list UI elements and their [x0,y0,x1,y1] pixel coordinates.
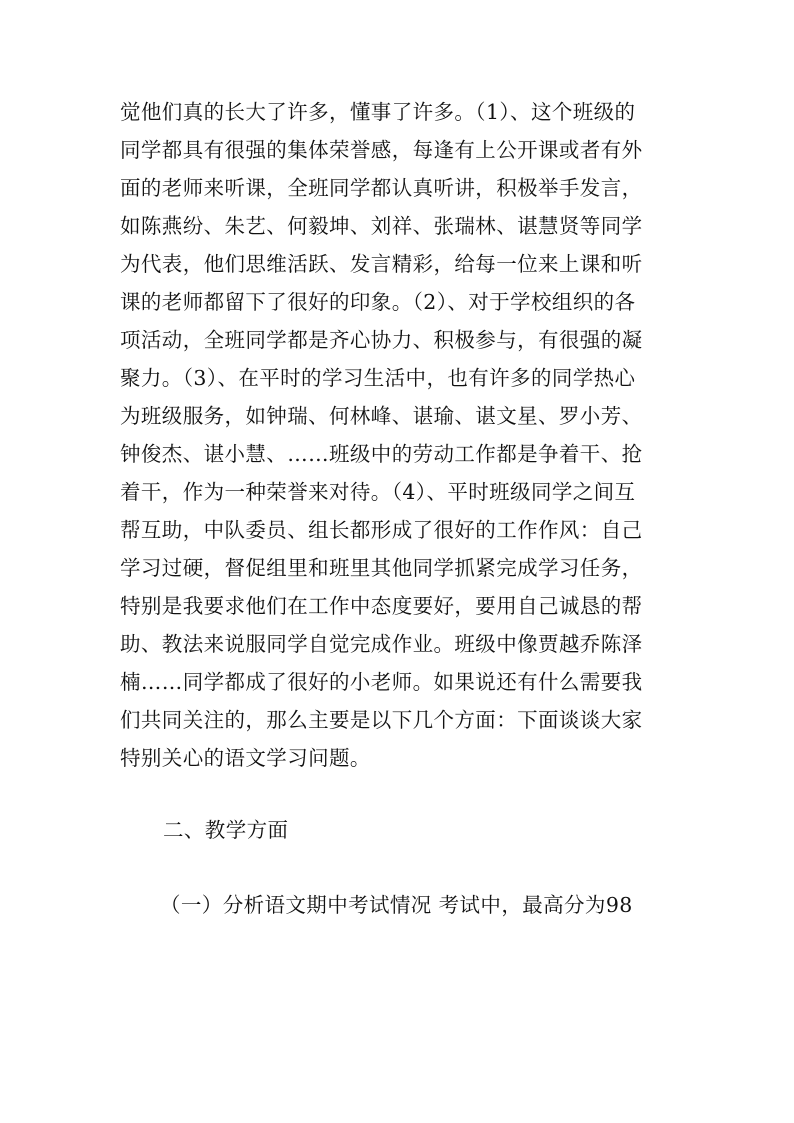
paragraph-line: 学习过硬，督促组里和班里其他同学抓紧完成学习任务， [120,556,643,580]
paragraph-line: 钟俊杰、谌小慧、……班级中的劳动工作都是争着干、抢 [120,442,643,466]
paragraph-line: 助、教法来说服同学自觉完成作业。班级中像贾越乔陈泽 [120,632,643,656]
paragraph-line: 帮互助，中队委员、组长都形成了很好的工作作风：自己 [120,518,643,542]
paragraph-line: 同学都具有很强的集体荣誉感，每逢有上公开课或者有外 [120,138,643,162]
paragraph-line: 为代表，他们思维活跃、发言精彩，给每一位来上课和听 [120,252,643,276]
paragraph-line: 为班级服务，如钟瑞、何林峰、谌瑜、谌文星、罗小芳、 [120,404,643,428]
paragraph-line: 面的老师来听课，全班同学都认真听讲，积极举手发言， [120,176,643,200]
paragraph-line: 如陈燕纷、朱艺、何毅坤、刘祥、张瑞林、谌慧贤等同学 [120,214,643,238]
paragraph-line: 着干，作为一种荣誉来对待。（4）、平时班级同学之间互 [120,480,636,504]
section-heading: 二、教学方面 [163,818,289,842]
paragraph-line: 课的老师都留下了很好的印象。（2）、对于学校组织的各 [120,290,636,314]
paragraph-line: 觉他们真的长大了许多，懂事了许多。（1）、这个班级的 [120,100,636,124]
paragraph-line: 聚力。（3）、在平时的学习生活中，也有许多的同学热心 [120,366,636,390]
subsection-line: （一）分析语文期中考试情况 考试中，最高分为98 [160,893,633,917]
paragraph-line: 们共同关注的，那么主要是以下几个方面：下面谈谈大家 [120,708,643,732]
paragraph-line: 项活动，全班同学都是齐心协力、积极参与，有很强的凝 [120,328,643,352]
paragraph-line: 特别是我要求他们在工作中态度要好，要用自己诚恳的帮 [120,594,643,618]
paragraph-line: 特别关心的语文学习问题。 [120,746,371,770]
paragraph-line: 楠……同学都成了很好的小老师。如果说还有什么需要我 [120,670,643,694]
